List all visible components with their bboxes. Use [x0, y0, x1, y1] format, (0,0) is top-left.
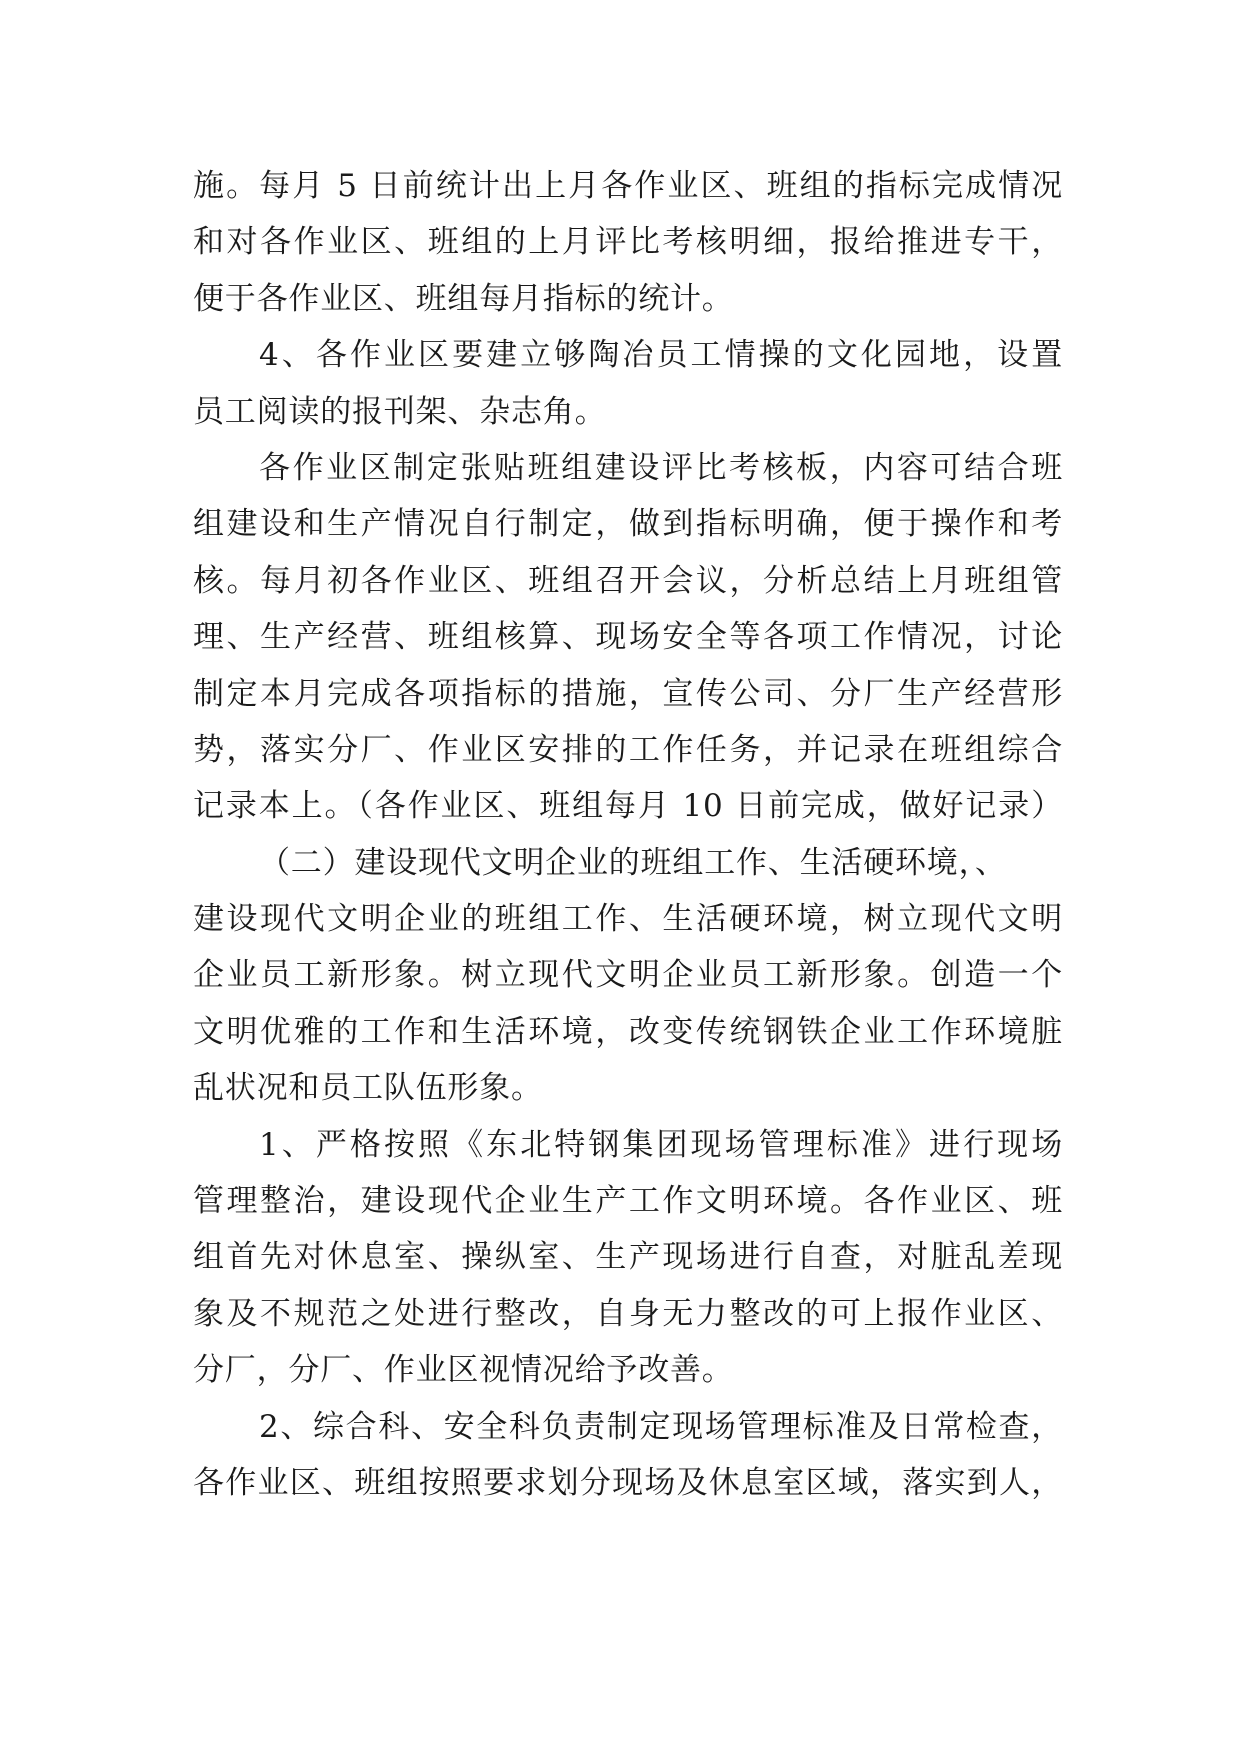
text-line: 记录本上。（各作业区、班组每月 10 日前完成，做好记录） — [193, 788, 1063, 825]
text-line: 各作业区、班组按照要求划分现场及休息室区域，落实到人， — [193, 1464, 1063, 1501]
text-line: 势，落实分厂、作业区安排的工作任务，并记录在班组综合 — [193, 731, 1063, 768]
text-line: 4、各作业区要建立够陶冶员工情操的文化园地，设置 — [259, 337, 1063, 374]
text-line: 建设现代文明企业的班组工作、生活硬环境，树立现代文明 — [193, 901, 1063, 938]
text-line: 2、综合科、安全科负责制定现场管理标准及日常检查， — [259, 1408, 1063, 1445]
text-line: 组建设和生产情况自行制定，做到指标明确，便于操作和考 — [193, 506, 1063, 543]
text-line: 核。每月初各作业区、班组召开会议，分析总结上月班组管 — [193, 562, 1063, 599]
text-line: 1、严格按照《东北特钢集团现场管理标准》进行现场 — [259, 1126, 1063, 1163]
body-text — [193, 158, 1063, 1511]
text-line: 管理整治，建设现代企业生产工作文明环境。各作业区、班 — [193, 1183, 1063, 1220]
text-line: （二）建设现代文明企业的班组工作、生活硬环境，、 — [259, 844, 1007, 881]
text-line: 分厂，分厂、作业区视情况给予改善。 — [193, 1352, 734, 1389]
text-line: 文明优雅的工作和生活环境，改变传统钢铁企业工作环境脏 — [193, 1013, 1063, 1050]
text-line: 和对各作业区、班组的上月评比考核明细，报给推进专干， — [193, 224, 1063, 261]
text-line: 施。每月 5 日前统计出上月各作业区、班组的指标完成情况 — [193, 168, 1063, 204]
text-line: 乱状况和员工队伍形象。 — [193, 1070, 543, 1107]
text-line: 各作业区制定张贴班组建设评比考核板，内容可结合班 — [259, 449, 1063, 486]
text-line: 组首先对休息室、操纵室、生产现场进行自查，对脏乱差现 — [193, 1239, 1063, 1276]
text-line: 制定本月完成各项指标的措施，宣传公司、分厂生产经营形 — [193, 675, 1063, 712]
text-line: 理、生产经营、班组核算、现场安全等各项工作情况，讨论 — [193, 619, 1063, 656]
text-line: 象及不规范之处进行整改，自身无力整改的可上报作业区、 — [193, 1295, 1063, 1332]
text-line: 企业员工新形象。树立现代文明企业员工新形象。创造一个 — [193, 957, 1063, 994]
text-line: 员工阅读的报刊架、杂志角。 — [193, 393, 607, 430]
text-line: 便于各作业区、班组每月指标的统计。 — [193, 280, 734, 317]
